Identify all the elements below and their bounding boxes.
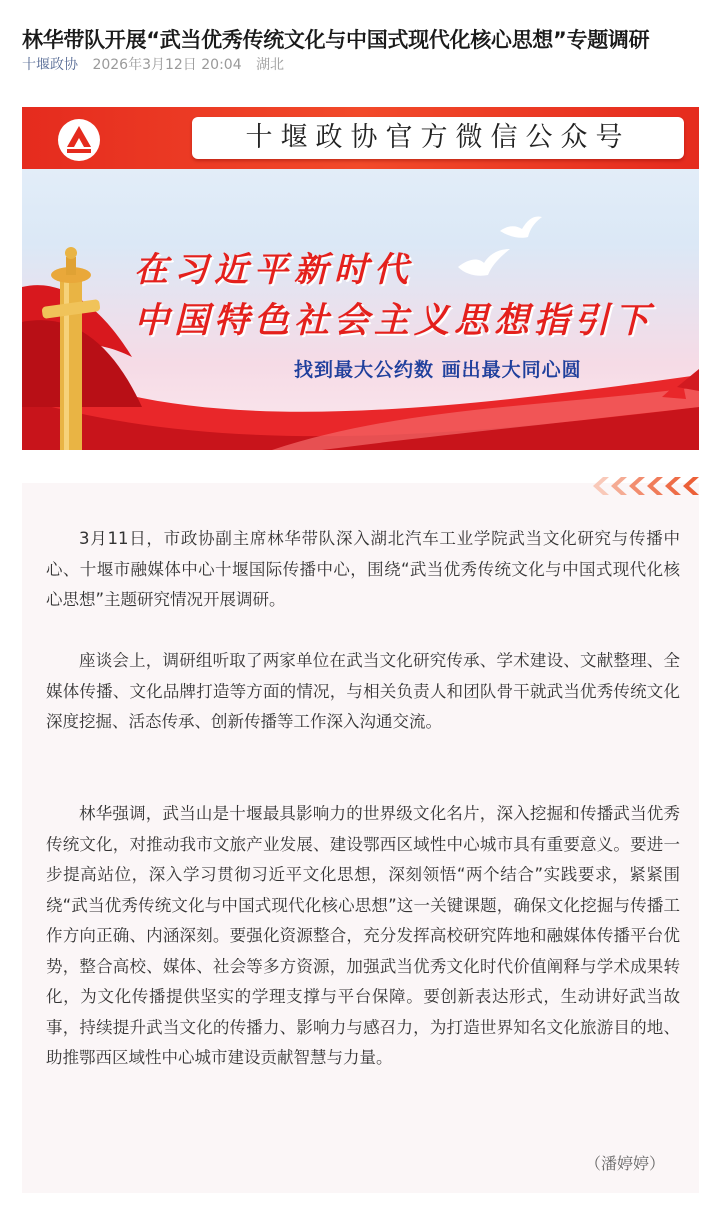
source-link[interactable]: 十堰政协 (22, 57, 78, 73)
article-paragraph: 3月11日，市政协副主席林华带队深入湖北汽车工业学院武当文化研究与传播中心、十堰市融媒体中心十堰国际传播中心，围绕“武当优秀传统文化与中国式现代化核心思想”主题研究情况开展调研。 (46, 529, 680, 609)
banner-headline-line1: 在习近平新时代 (134, 250, 414, 290)
banner-header-text: 十堰政协官方微信公众号 (192, 117, 684, 159)
banner-slogan: 找到最大公约数 画出最大同心圆 (294, 359, 582, 381)
article-title: 林华带队开展“武当优秀传统文化与中国式现代化核心思想”专题调研 (22, 28, 650, 53)
article-body-card (22, 483, 699, 1193)
header-banner-image (22, 107, 699, 450)
author-credit: （潘婷婷） (584, 1154, 665, 1173)
publish-location: 湖北 (256, 57, 285, 73)
dove-icon (458, 217, 542, 276)
article-meta (22, 54, 284, 76)
article-paragraph: 林华强调，武当山是十堰最具影响力的世界级文化名片，深入挖掘和传播武当优秀传统文化，对推动我市文旅产业发展、建设鄂西区域性中心城市具有重要意义。要进一步提高站位，深入学习贯彻习近平文化思想，深刻领悟“两个结合”实践要求，紧紧围绕“武当优秀传统文化与中国式现代化核心思想”这一关键课题，确保文化挖掘与传播工作方向正确、内涵深刻。要强化资源整合，充分发挥高校研究阵地和融媒体传播平台优势，整合高校、媒体、社会等多方资源，加强武当优秀文化时代价值阐释与学术成果转化，为文化传播提供坚实的学理支撑与平台保障。要创新表达形式，生动讲好武当故事，持续提升武当文化的传播力、影响力与感召力，为打造世界知名文化旅游目的地、助推鄂西区域性中心城市建设贡献智慧与力量。 (46, 804, 680, 1067)
chevron-left-icon (589, 475, 699, 497)
publish-date: 2026年3月12日 20:04 (92, 57, 242, 73)
banner-headline-line2: 中国特色社会主义思想指引下 (134, 300, 655, 341)
article-paragraph: 座谈会上，调研组听取了两家单位在武当文化研究传承、学术建设、文献整理、全媒体传播、文化品牌打造等方面的情况，与相关负责人和团队骨干就武当优秀传统文化深度挖掘、活态传承、创新传播等工作深入沟通交流。 (46, 651, 680, 731)
cppcc-emblem-icon (56, 117, 102, 163)
